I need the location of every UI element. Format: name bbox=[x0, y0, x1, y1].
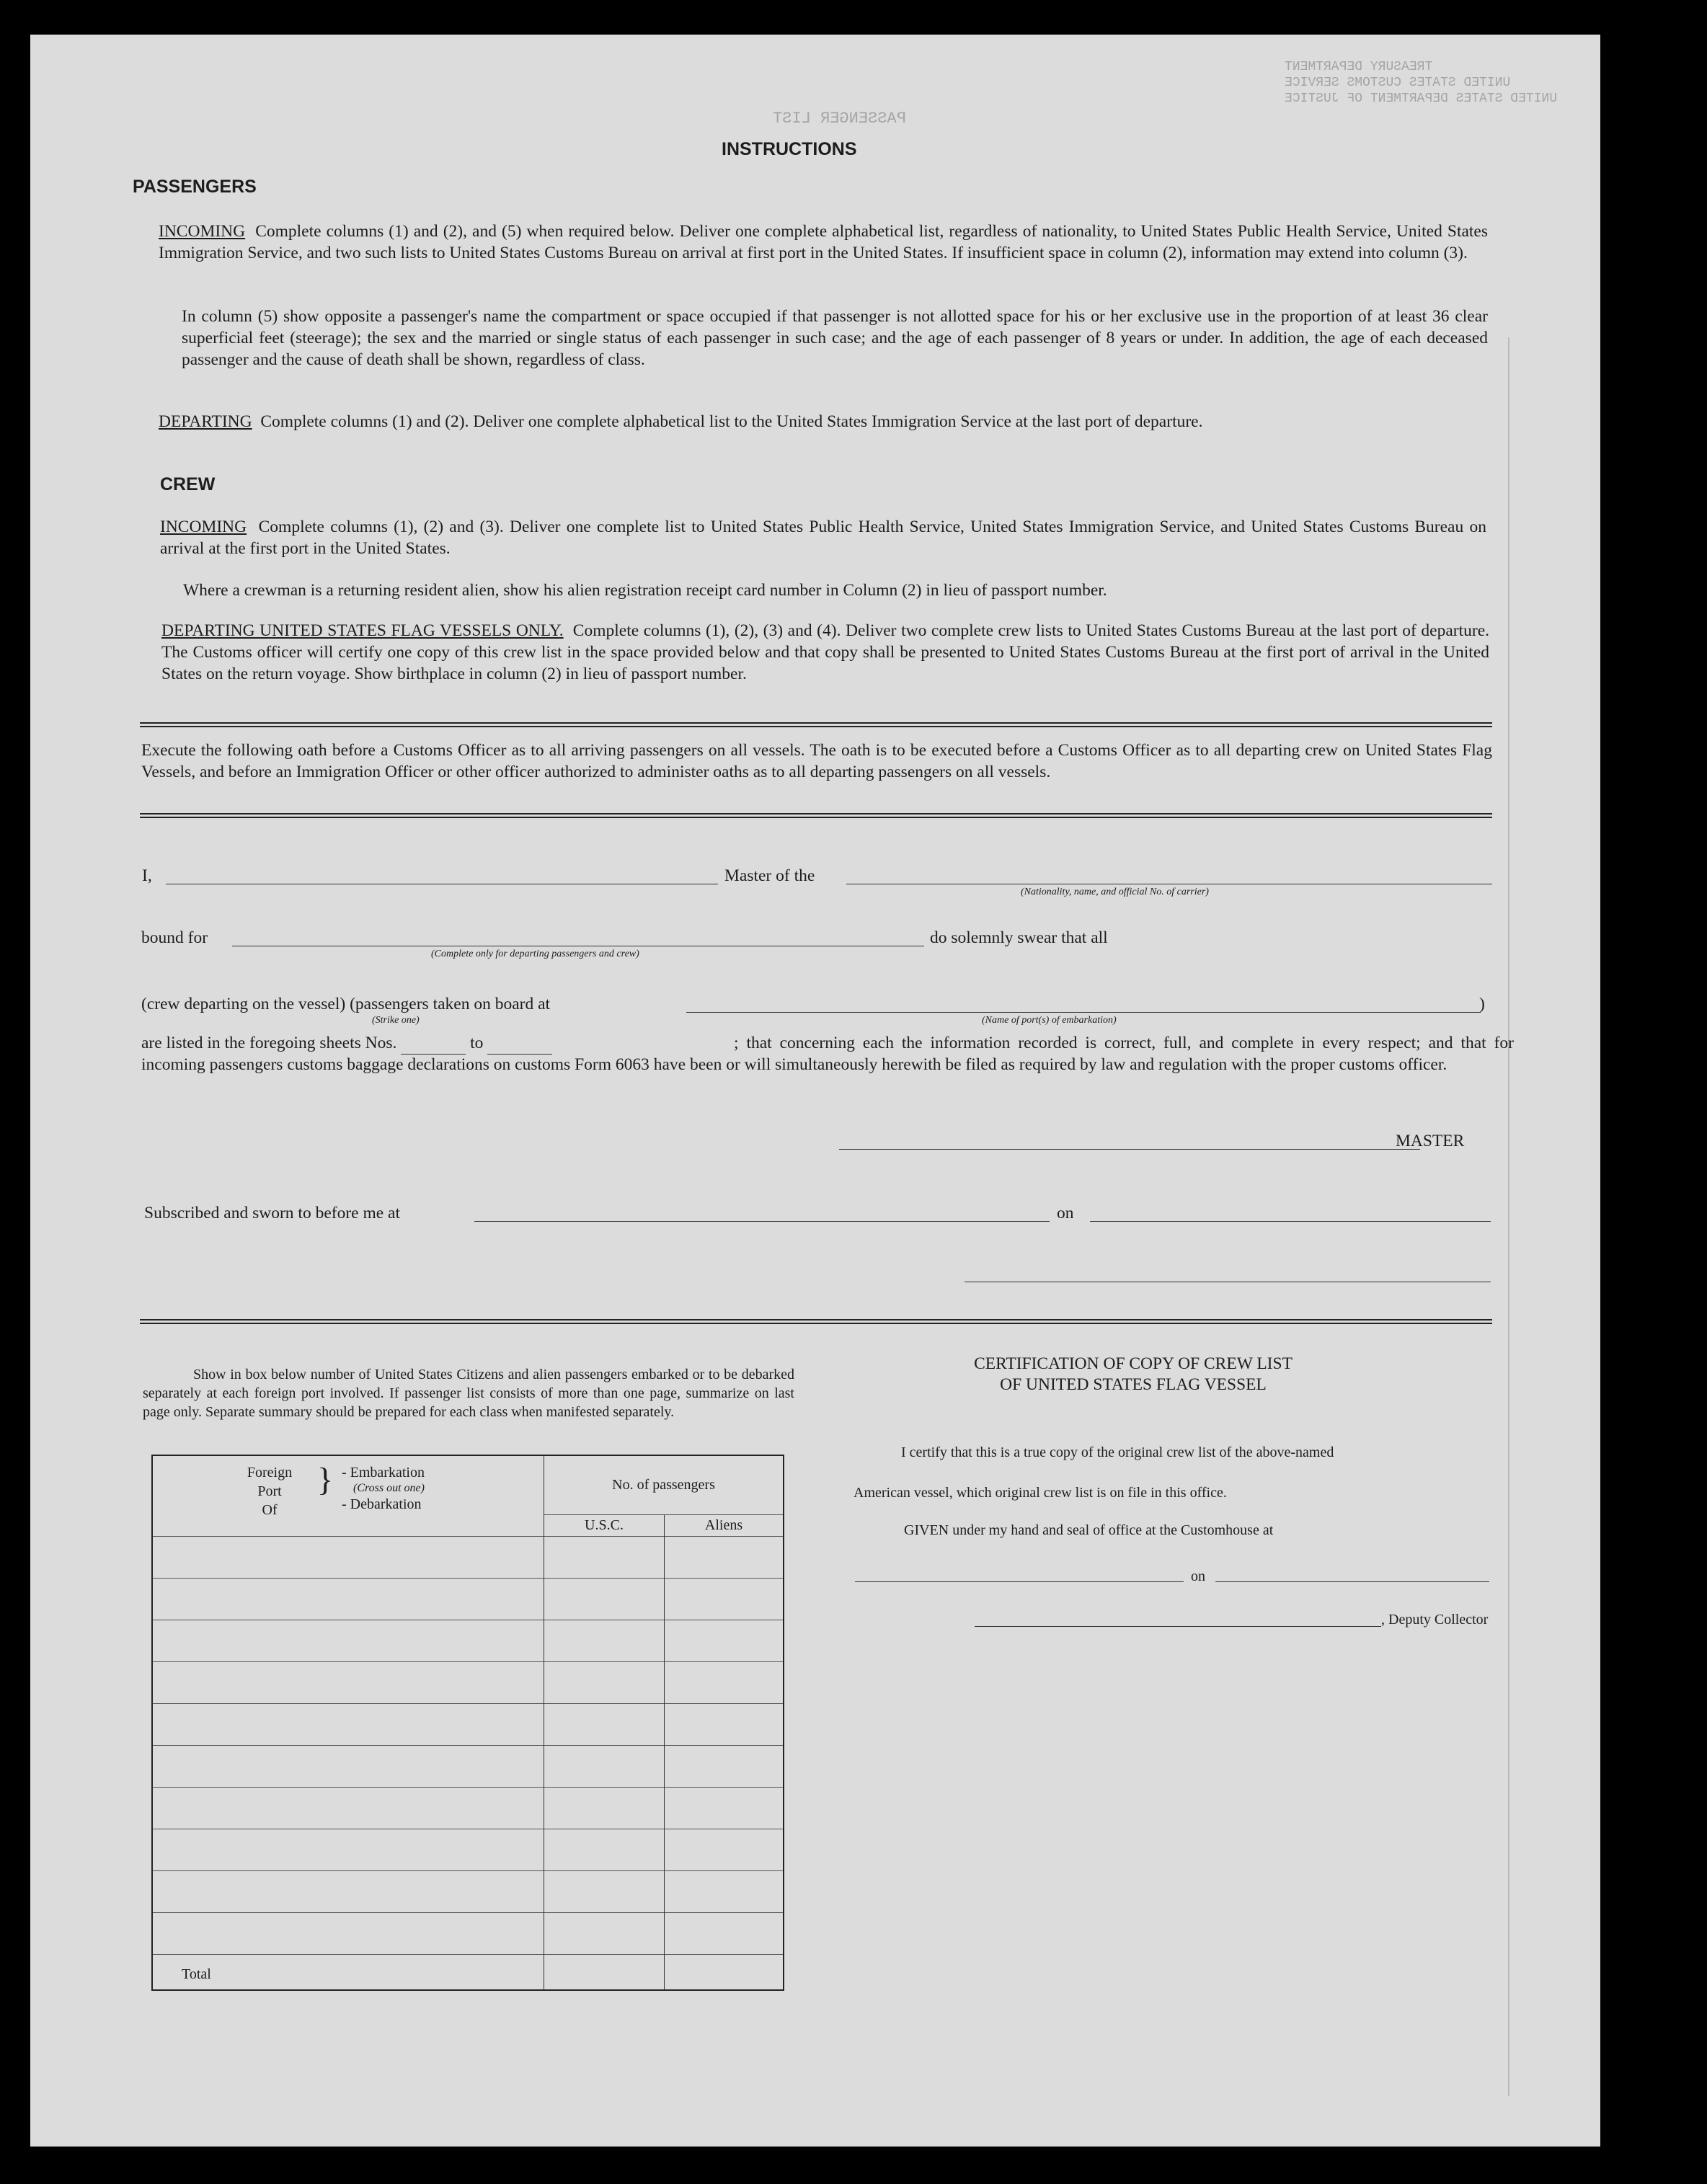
port-cell[interactable] bbox=[152, 1870, 544, 1912]
crew-alien-paragraph: Where a crewman is a returning resident alien, show his alien registration receipt card number in Column (2) in lieu of passport number. bbox=[183, 581, 1107, 600]
aliens-cell[interactable] bbox=[665, 1787, 784, 1829]
crew-departing-paragraph bbox=[161, 620, 1489, 685]
bleed-through-header: TREASURY DEPARTMENT UNITED STATES CUSTOMS SERVICE UNITED STATES DEPARTMENT OF JUSTICE bbox=[1285, 60, 1558, 106]
embarkation-port-field[interactable] bbox=[686, 1012, 1481, 1013]
crew-incoming-paragraph bbox=[160, 516, 1486, 559]
passengers-incoming-label: INCOMING bbox=[159, 222, 246, 241]
sworn-on-label: on bbox=[1057, 1204, 1074, 1222]
crew-departing-text: Complete columns (1), (2), (3) and (4). Deliver two complete crew lists to United States Customs Bureau at the last port of departure. The Customs officer will certify one copy of this crew list in the space provided below and that copy shall be presented to United States Customs Bureau at the first port of arrival in the United States on the return voyage. Show birthplace in column (2) in lieu of passport number. bbox=[161, 621, 1490, 683]
master-signature-field[interactable] bbox=[839, 1149, 1420, 1150]
divider bbox=[140, 813, 1492, 818]
listed-to: to bbox=[470, 1034, 484, 1052]
deputy-signature-field[interactable] bbox=[975, 1626, 1381, 1627]
aliens-cell[interactable] bbox=[665, 1829, 784, 1870]
total-label: Total bbox=[152, 1954, 544, 1990]
close-paren: ) bbox=[1479, 995, 1485, 1013]
of-label: Of bbox=[262, 1502, 278, 1518]
aliens-cell[interactable] bbox=[665, 1661, 784, 1703]
port-label: Port bbox=[257, 1483, 282, 1499]
american-vessel-text: American vessel, which original crew list is on file in this office. bbox=[854, 1485, 1227, 1501]
crew-incoming-text: Complete columns (1), (2) and (3). Deliver one complete list to United States Public Health Service, United States Immigration Service, and United States Customs Bureau on arrival at the first port in the United States. bbox=[160, 518, 1486, 558]
crew-departing-label: DEPARTING UNITED STATES FLAG VESSELS ONLY. bbox=[161, 621, 564, 640]
listed-text-a: are listed in the foregoing sheets Nos. bbox=[141, 1034, 397, 1052]
usc-cell[interactable] bbox=[544, 1870, 665, 1912]
port-cell[interactable] bbox=[152, 1661, 544, 1703]
bound-for-caption: (Complete only for departing passengers and crew) bbox=[431, 949, 639, 959]
aliens-cell[interactable] bbox=[665, 1745, 784, 1787]
usc-cell[interactable] bbox=[544, 1787, 665, 1829]
debarkation-option[interactable]: - Debarkation bbox=[342, 1496, 422, 1512]
deputy-collector-label: , Deputy Collector bbox=[1381, 1612, 1489, 1628]
aliens-cell[interactable] bbox=[665, 1703, 784, 1745]
embarkation-caption: (Name of port(s) of embarkation) bbox=[982, 1015, 1117, 1026]
passengers-departing-text: Complete columns (1) and (2). Deliver one complete alphabetical list to the United States Immigration Service at the last port of departure. bbox=[260, 412, 1203, 431]
usc-cell[interactable] bbox=[544, 1703, 665, 1745]
usc-cell[interactable] bbox=[544, 1745, 665, 1787]
divider bbox=[140, 722, 1492, 727]
port-cell[interactable] bbox=[152, 1620, 544, 1661]
carrier-caption: (Nationality, name, and official No. of carrier) bbox=[1021, 887, 1209, 897]
bleed-through-column-line bbox=[1508, 337, 1509, 2096]
cert-date-field[interactable] bbox=[1215, 1581, 1489, 1582]
crew-heading: CREW bbox=[160, 474, 216, 494]
aliens-cell[interactable] bbox=[665, 1578, 784, 1620]
master-label: MASTER bbox=[1396, 1132, 1465, 1150]
oath-i-label: I, bbox=[142, 866, 152, 885]
usc-cell[interactable] bbox=[544, 1829, 665, 1870]
usc-header: U.S.C. bbox=[544, 1514, 665, 1536]
sworn-date-field[interactable] bbox=[1090, 1221, 1491, 1222]
foreign-port-of bbox=[236, 1463, 303, 1519]
foreign-label: Foreign bbox=[247, 1465, 293, 1481]
form-sheet bbox=[30, 35, 1600, 2147]
master-of-label: Master of the bbox=[724, 866, 815, 885]
usc-total-cell[interactable] bbox=[544, 1954, 665, 1990]
passengers-column5-paragraph: In column (5) show opposite a passenger's name the compartment or space occupied if that passenger is not allotted space for his or her exclusive use in the proportion of at least 36 clear superficial feet (steerage); the sex and the married or single status of each passenger in such case; and the age of each passenger of 8 years or under. In addition, the age of each deceased passenger and the cause of death shall be shown, regardless of class. bbox=[182, 307, 1488, 369]
passengers-departing-label: DEPARTING bbox=[159, 412, 252, 431]
listed-text-b: ; that concerning each the information recorded is correct, full, and complete in every respect; and that for incoming passengers customs baggage declarations on customs Form 6063 have been or will simultaneously herewith be filed as required by law and regulation with the proper customs officer. bbox=[141, 1034, 1514, 1074]
crew-departing-text: (crew departing on the vessel) (passengers taken on board at bbox=[141, 995, 551, 1013]
port-cell[interactable] bbox=[152, 1829, 544, 1870]
aliens-cell[interactable] bbox=[665, 1870, 784, 1912]
passengers-incoming-paragraph bbox=[159, 221, 1488, 264]
certification-title bbox=[809, 1354, 1458, 1395]
customhouse-field[interactable] bbox=[855, 1581, 1184, 1582]
aliens-cell[interactable] bbox=[665, 1912, 784, 1954]
sworn-place-field[interactable] bbox=[474, 1221, 1050, 1222]
usc-cell[interactable] bbox=[544, 1578, 665, 1620]
usc-cell[interactable] bbox=[544, 1661, 665, 1703]
cert-on-label: on bbox=[1191, 1568, 1205, 1584]
given-text: GIVEN under my hand and seal of office at the Customhouse at bbox=[904, 1522, 1274, 1538]
bound-for-label: bound for bbox=[141, 928, 208, 947]
passengers-departing-paragraph bbox=[159, 411, 1488, 432]
passengers-incoming-text: Complete columns (1) and (2), and (5) when required below. Deliver one complete alphabetical list, regardless of nationality, to United States Public Health Service, United States Immigration Service, and two such lists to United States Customs Bureau on arrival at first port in the United States. If insufficient space in column (2), information may extend into column (3). bbox=[159, 222, 1489, 262]
embarkation-option[interactable]: - Embarkation bbox=[342, 1465, 425, 1481]
oath-intro: Execute the following oath before a Customs Officer as to all arriving passengers on all vessels. The oath is to be executed before a Customs Officer as to all departing crew on United States Flag Vessels, and before an Immigration Officer or other officer authorized to administer oaths as to all departing passengers on all vessels. bbox=[141, 741, 1492, 781]
aliens-header: Aliens bbox=[665, 1514, 784, 1536]
subscribed-label: Subscribed and sworn to before me at bbox=[144, 1204, 401, 1222]
usc-cell[interactable] bbox=[544, 1536, 665, 1578]
bleed-through-title: PASSENGER LIST bbox=[773, 110, 906, 128]
brace-glyph: } bbox=[317, 1461, 334, 1498]
aliens-cell[interactable] bbox=[665, 1536, 784, 1578]
page-title: INSTRUCTIONS bbox=[722, 139, 857, 159]
cross-out-note: (Cross out one) bbox=[353, 1482, 425, 1494]
divider bbox=[140, 1319, 1492, 1324]
passenger-summary-table bbox=[151, 1455, 784, 1991]
no-passengers-header: No. of passengers bbox=[544, 1455, 784, 1514]
port-header-cell bbox=[152, 1455, 544, 1536]
certification-title-line2: OF UNITED STATES FLAG VESSEL bbox=[1000, 1375, 1267, 1394]
aliens-total-cell[interactable] bbox=[665, 1954, 784, 1990]
swear-text: do solemnly swear that all bbox=[930, 928, 1108, 947]
strike-caption: (Strike one) bbox=[372, 1015, 420, 1026]
port-cell[interactable] bbox=[152, 1787, 544, 1829]
port-cell[interactable] bbox=[152, 1578, 544, 1620]
certification-title-line1: CERTIFICATION OF COPY OF CREW LIST bbox=[974, 1354, 1293, 1373]
certify-text: I certify that this is a true copy of the original crew list of the above-named bbox=[901, 1444, 1334, 1460]
port-cell[interactable] bbox=[152, 1912, 544, 1954]
port-cell[interactable] bbox=[152, 1745, 544, 1787]
crew-incoming-label: INCOMING bbox=[160, 518, 247, 536]
port-cell[interactable] bbox=[152, 1536, 544, 1578]
usc-cell[interactable] bbox=[544, 1620, 665, 1661]
passengers-heading: PASSENGERS bbox=[133, 177, 257, 197]
port-cell[interactable] bbox=[152, 1703, 544, 1745]
aliens-cell[interactable] bbox=[665, 1620, 784, 1661]
summary-instruction: Show in box below number of United States Citizens and alien passengers embarked or to be debarked separately at each foreign port involved. If passenger list consists of more than one page, summarize on last page only. Separate summary should be prepared for each class when manifested separately. bbox=[143, 1367, 794, 1420]
usc-cell[interactable] bbox=[544, 1912, 665, 1954]
